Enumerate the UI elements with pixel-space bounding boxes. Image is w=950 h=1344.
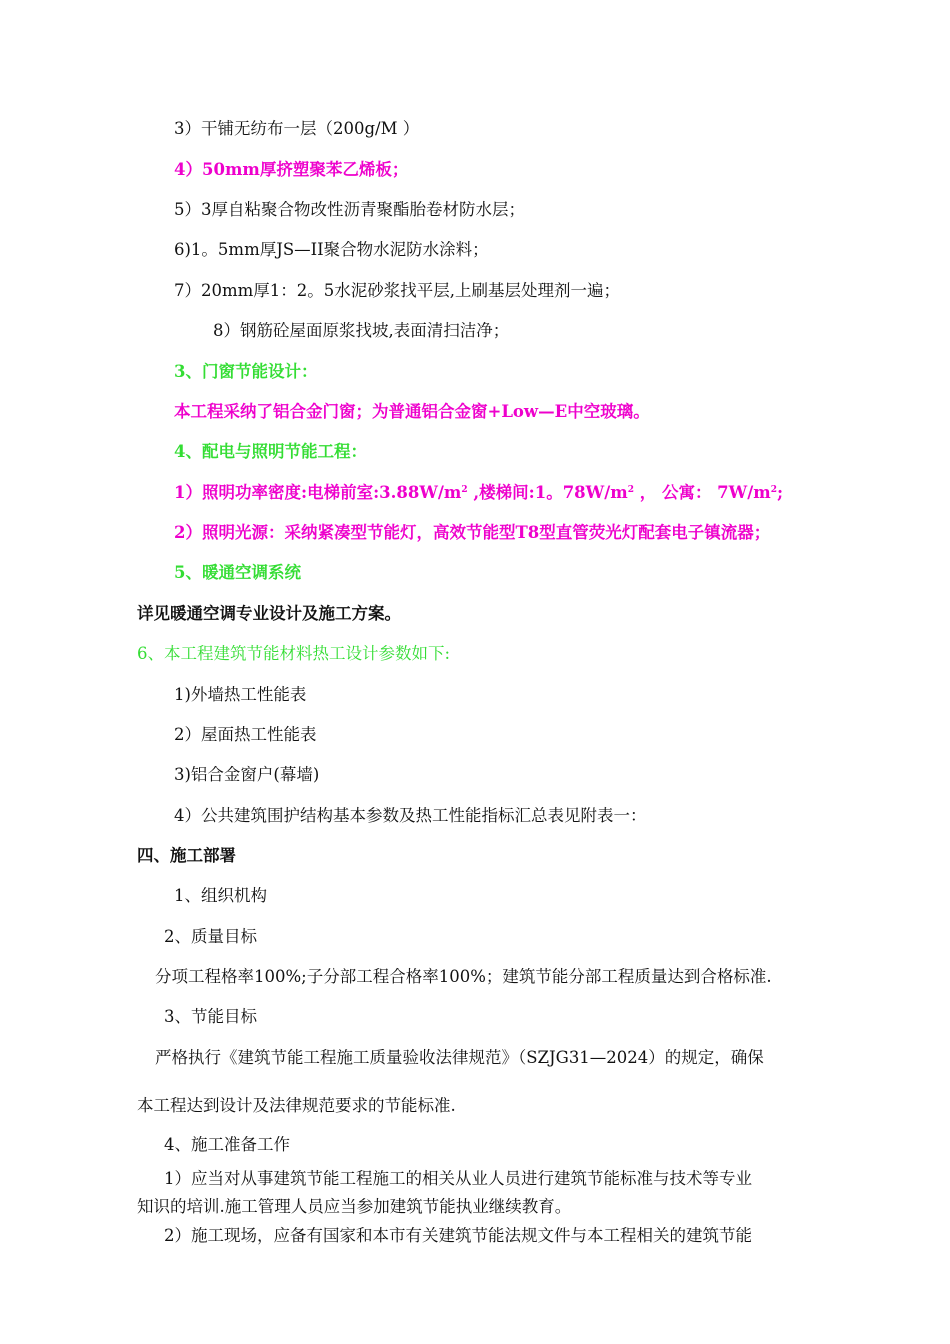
- prep-item-1-line-2: 知识的培训.施工管理人员应当参加建筑节能执业继续教育。: [137, 1197, 572, 1216]
- lighting-source: 2）照明光源：采纳紧凑型节能灯，高效节能型T8型直管荧光灯配套电子镇流器；: [174, 523, 771, 542]
- lpd-part-2: ,楼梯间:1。78W/m: [467, 483, 628, 502]
- roof-layer-7: 7）20mm厚1：2。5水泥砂浆找平层,上刷基层处理剂一遍；: [174, 281, 621, 300]
- org-structure: 1、组织机构: [174, 886, 267, 905]
- roof-layer-3: 3）干铺无纺布一层（200g/M ）: [174, 119, 420, 138]
- roof-layer-4: 4）50mm厚挤塑聚苯乙烯板；: [174, 160, 409, 179]
- section-5-heading: 5、暖通空调系统: [174, 563, 301, 582]
- lpd-part-3: ， 公寓： 7W/m: [633, 483, 771, 502]
- section-6-item-1: 1)外墙热工性能表: [174, 685, 307, 704]
- prep-item-2-line-1: 2）施工现场，应备有国家和本市有关建筑节能法规文件与本工程相关的建筑节能: [164, 1226, 752, 1245]
- roof-layer-6: 6)1。5mm厚JS—II聚合物水泥防水涂料；: [174, 240, 489, 259]
- section-6-heading: 6、本工程建筑节能材料热工设计参数如下:: [137, 644, 451, 663]
- energy-body-line-2: 本工程达到设计及法律规范要求的节能标准.: [137, 1096, 456, 1115]
- lpd-part-1: 1）照明功率密度:电梯前室:3.88W/m: [174, 483, 462, 502]
- superscript-2: 2: [461, 485, 468, 495]
- section-5-body: 详见暖通空调专业设计及施工方案。: [137, 604, 401, 623]
- section-3-heading: 3、门窗节能设计：: [174, 362, 318, 381]
- lighting-power-density: [174, 482, 783, 504]
- superscript-2: 2: [770, 485, 777, 495]
- prep-heading: 4、施工准备工作: [164, 1135, 290, 1154]
- part-4-heading: 四、施工部署: [137, 846, 236, 865]
- roof-layer-5: 5）3厚自粘聚合物改性沥青聚酯胎卷材防水层；: [174, 200, 525, 219]
- superscript-2: 2: [627, 485, 634, 495]
- prep-item-1-line-1: 1）应当对从事建筑节能工程施工的相关从业人员进行建筑节能标准与技术等专业: [164, 1169, 752, 1188]
- quality-body: 分项工程格率100%;子分部工程合格率100%；建筑节能分部工程质量达到合格标准.: [155, 967, 772, 986]
- section-6-item-4: 4）公共建筑围护结构基本参数及热工性能指标汇总表见附表一：: [174, 806, 647, 825]
- section-6-item-2: 2）屋面热工性能表: [174, 725, 317, 744]
- energy-body-line-1: 严格执行《建筑节能工程施工质量验收法律规范》（SZJG31—2024）的规定，确保: [155, 1048, 764, 1067]
- section-6-item-3: 3)铝合金窗户(幕墙): [174, 765, 320, 784]
- energy-heading: 3、节能目标: [164, 1007, 257, 1026]
- section-4-heading: 4、配电与照明节能工程：: [174, 442, 367, 461]
- section-3-body: 本工程采纳了铝合金门窗；为普通铝合金窗+Low—E中空玻璃。: [174, 402, 650, 421]
- quality-heading: 2、质量目标: [164, 927, 257, 946]
- lpd-part-4: ;: [776, 483, 784, 502]
- roof-layer-8: 8）钢筋砼屋面原浆找坡,表面清扫洁净；: [213, 321, 510, 340]
